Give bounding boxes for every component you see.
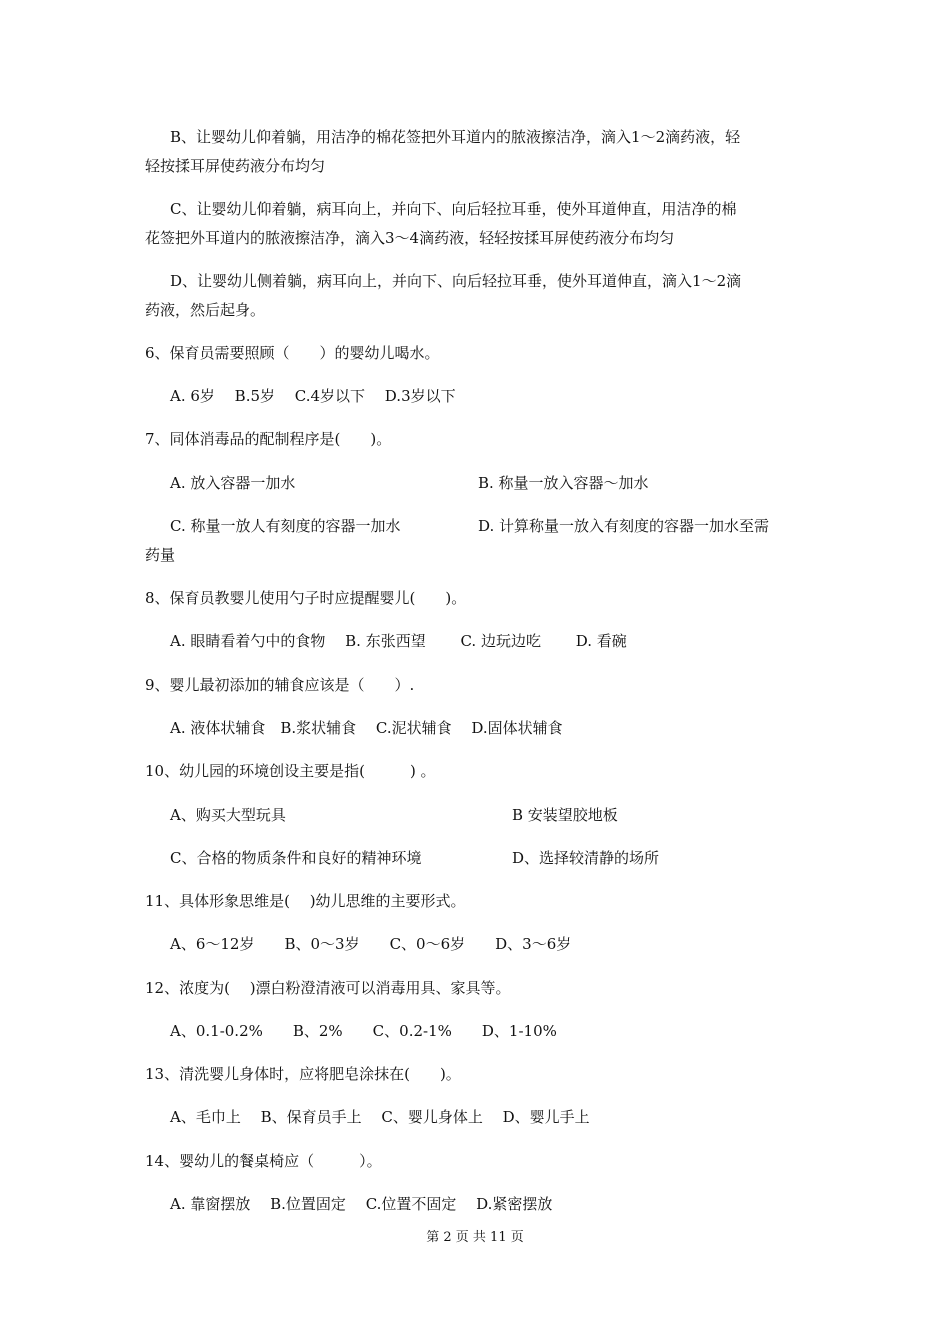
option-d-line-1: D、让婴幼儿侧着躺，病耳向上，并向下、向后轻拉耳垂，使外耳道伸直，滴入1～2滴 — [170, 272, 742, 290]
question-9-stem: 9、婴儿最初添加的辅食应该是（ ）. — [145, 676, 415, 694]
question-11-options: A、6～12岁 B、0～3岁 C、0～6岁 D、3～6岁 — [170, 935, 572, 953]
question-8-options: A. 眼睛看着勺中的食物 B. 东张西望 C. 边玩边吃 D. 看碗 — [170, 632, 627, 650]
page-footer: 第 2 页 共 11 页 — [426, 1230, 524, 1245]
question-10-option-a: A、购买大型玩具 — [170, 806, 286, 824]
question-12-stem: 12、浓度为( )漂白粉澄清液可以消毒用具、家具等。 — [145, 979, 511, 997]
option-d-line-2: 药液，然后起身。 — [145, 301, 266, 319]
question-9-options: A. 液体状辅食 B.浆状辅食 C.泥状辅食 D.固体状辅食 — [170, 719, 563, 737]
question-7-stem: 7、同体消毒品的配制程序是( )。 — [145, 430, 392, 448]
question-7-option-c: C. 称量一放人有刻度的容器一加水 — [170, 517, 401, 535]
question-7-option-b: B. 称量一放入容器～加水 — [478, 474, 649, 492]
question-12-options: A、0.1-0.2% B、2% C、0.2-1% D、1-10% — [170, 1022, 557, 1040]
question-8-stem: 8、保育员教婴儿使用勺子时应提醒婴儿( )。 — [145, 589, 467, 607]
question-11-stem: 11、具体形象思维是( )幼儿思维的主要形式。 — [145, 892, 466, 910]
question-6-stem: 6、保育员需要照顾（ ）的婴幼儿喝水。 — [145, 344, 440, 362]
question-10-stem: 10、幼儿园的环境创设主要是指( ) 。 — [145, 762, 436, 780]
question-7-option-d-line-2: 药量 — [145, 546, 176, 564]
option-c-line-2: 花签把外耳道内的脓液擦洁净，滴入3～4滴药液，轻轻按揉耳屏使药液分布均匀 — [145, 229, 675, 247]
question-10-option-b: B 安装望胶地板 — [512, 806, 618, 824]
question-7-option-a: A. 放入容器一加水 — [170, 474, 296, 492]
question-13-options: A、毛巾上 B、保育员手上 C、婴儿身体上 D、婴儿手上 — [170, 1108, 590, 1126]
question-13-stem: 13、清洗婴儿身体时，应将肥皂涂抹在( )。 — [145, 1065, 461, 1083]
option-b-line-1: B、让婴幼儿仰着躺，用洁净的棉花签把外耳道内的脓液擦洁净，滴入1～2滴药液，轻 — [170, 128, 741, 146]
question-7-option-d-line-1: D. 计算称量一放入有刻度的容器一加水至需 — [478, 517, 770, 535]
option-b-line-2: 轻按揉耳屏使药液分布均匀 — [145, 157, 326, 175]
question-10-option-d: D、选择较清静的场所 — [512, 849, 660, 867]
question-10-option-c: C、合格的物质条件和良好的精神环境 — [170, 849, 422, 867]
question-6-options: A. 6岁 B.5岁 C.4岁以下 D.3岁以下 — [170, 387, 456, 405]
question-14-options: A. 靠窗摆放 B.位置固定 C.位置不固定 D.紧密摆放 — [170, 1195, 553, 1213]
question-14-stem: 14、婴幼儿的餐桌椅应（ ）。 — [145, 1152, 382, 1170]
option-c-line-1: C、让婴幼儿仰着躺，病耳向上，并向下、向后轻拉耳垂，使外耳道伸直，用洁净的棉 — [170, 200, 737, 218]
